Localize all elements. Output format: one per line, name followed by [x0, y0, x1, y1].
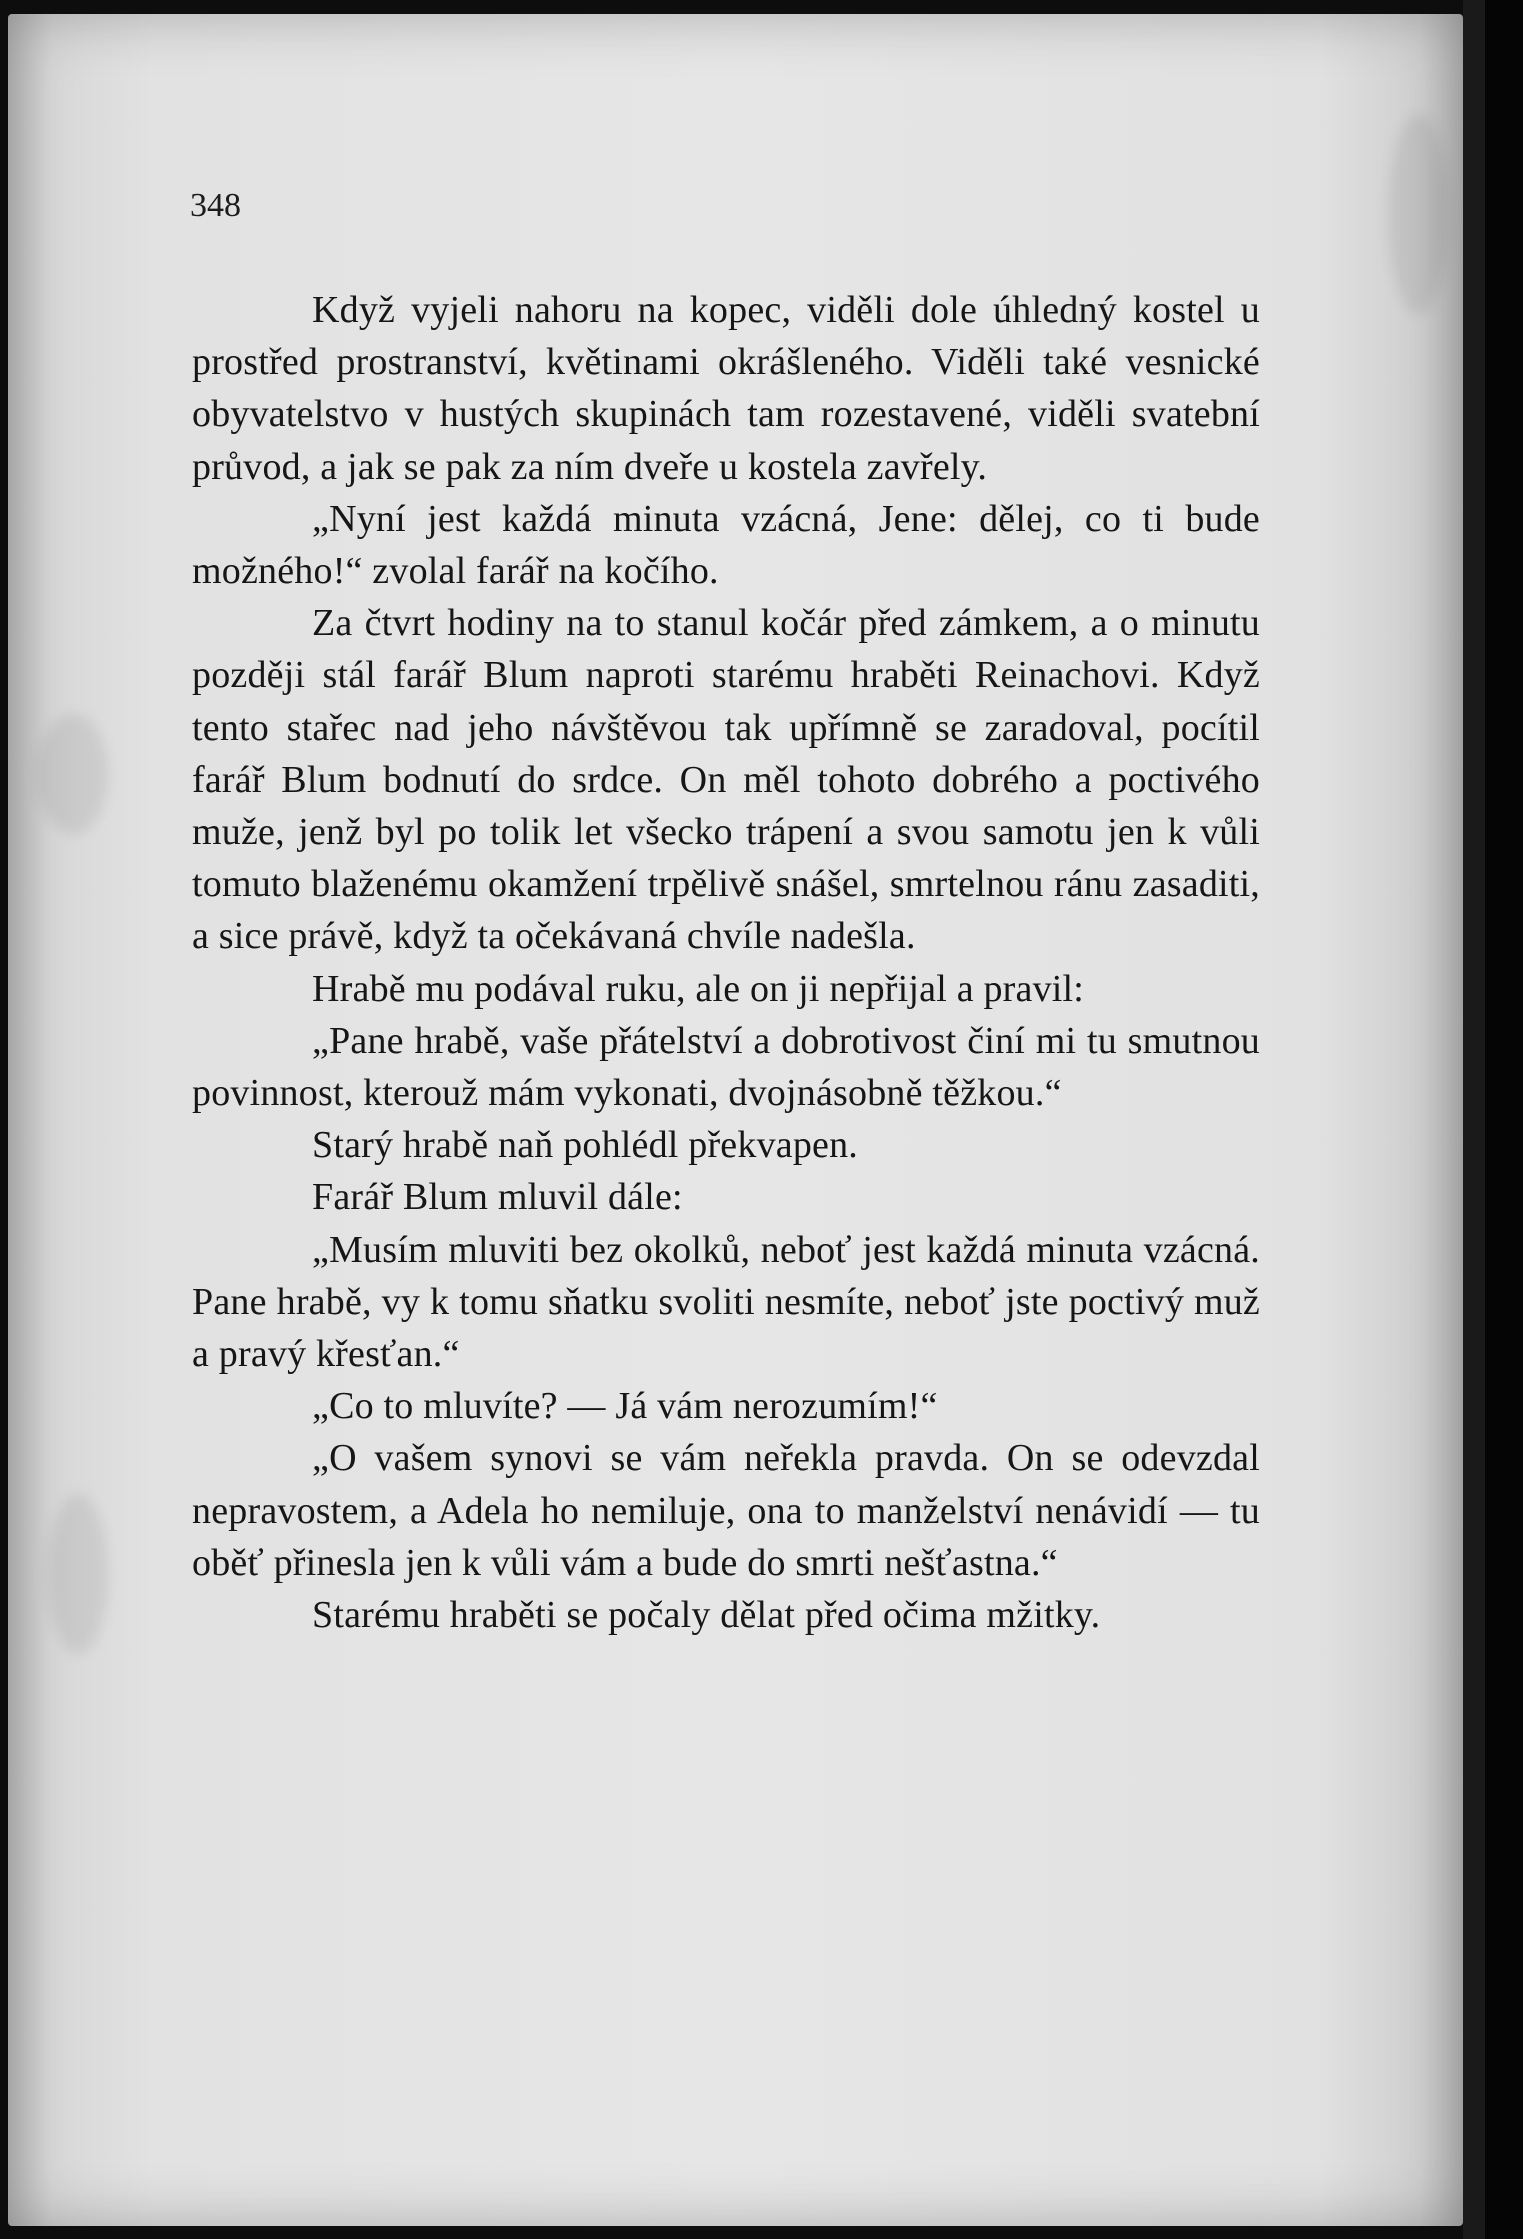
book-spine-shadow: [1463, 0, 1485, 2239]
paragraph: „Pane hrabě, vaše přátelství a dobrotivost činí mi tu smutnou povinnost, kterouž mám vykonati, dvojnásobně těžkou.“: [192, 1019, 1260, 1115]
paragraph: „Nyní jest každá minuta vzácná, Jene: dělej, co ti bude možného!“ zvolal farář na kočího.: [192, 497, 1260, 593]
paragraph: „Co to mluvíte? — Já vám nerozumím!“: [312, 1385, 938, 1428]
paragraph: Za čtvrt hodiny na to stanul kočár před zámkem, a o minutu později stál farář Blum naproti starému hraběti Reinachovi. Když tento stařec nad jeho návštěvou tak upřímně se zaradoval, pocítil farář Blum bodnutí do srdce. On měl tohoto dobrého a poctivého muže, jenž byl po tolik let všecko trápení a svou samotu jen k vůli tomuto blaženému okamžení trpělivě snášel, smrtelnou ránu zasaditi, a sice právě, když ta očekávaná chvíle nadešla.: [192, 602, 1260, 958]
page-number: 348: [190, 187, 241, 224]
paper-smudge: [38, 714, 108, 834]
paper-smudge: [1388, 114, 1448, 314]
paragraph: Hrabě mu podával ruku, ale on ji nepřijal a pravil:: [312, 967, 1085, 1010]
paragraph: Když vyjeli nahoru na kopec, viděli dole úhledný kostel u prostřed prostranství, květinami okrášleného. Viděli také vesnické obyvatelstvo v hustých skupinách tam rozestavené, viděli svatební průvod, a jak se pak za ním dveře u kostela zavřely.: [192, 289, 1260, 488]
body-text: [192, 284, 1260, 1641]
paragraph: „Musím mluviti bez okolků, neboť jest každá minuta vzácná. Pane hrabě, vy k tomu sňatku svoliti nesmíte, neboť jste poctivý muž a pravý křesťan.“: [192, 1228, 1260, 1376]
paper-smudge: [48, 1494, 108, 1654]
paragraph: „O vašem synovi se vám neřekla pravda. On se odevzdal nepravostem, a Adela ho nemiluje, ona to manželství nenávidí — tu oběť přinesla jen k vůli vám a bude do smrti nešťastna.“: [192, 1437, 1260, 1584]
paragraph: Starému hraběti se počaly dělat před očima mžitky.: [312, 1594, 1101, 1637]
scan-edge: [1485, 0, 1523, 2239]
paragraph: Farář Blum mluvil dále:: [312, 1176, 683, 1219]
paragraph: Starý hrabě naň pohlédl překvapen.: [312, 1124, 858, 1167]
